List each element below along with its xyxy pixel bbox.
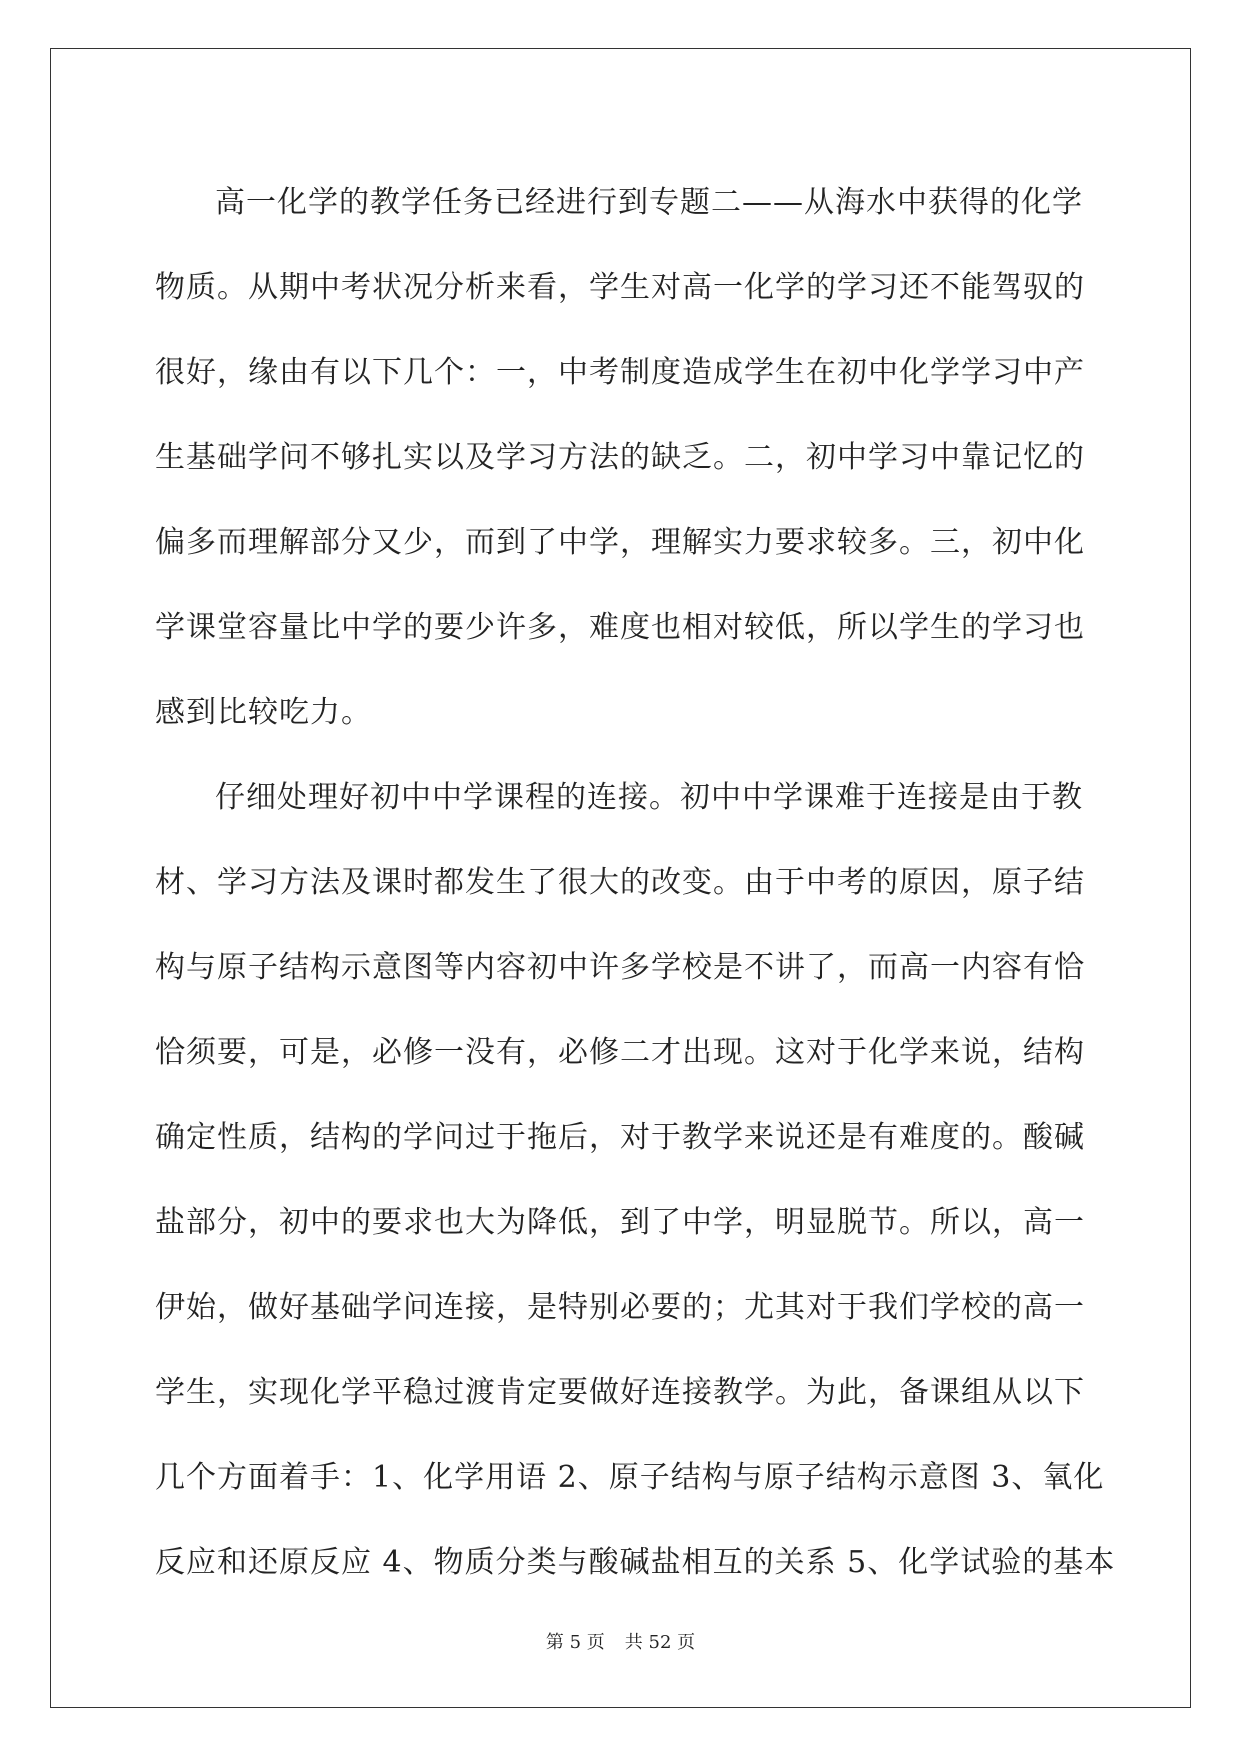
text-line: 高一化学的教学任务已经进行到专题二——从海水中获得的化学: [215, 185, 1083, 220]
text-line: 偏多而理解部分又少，而到了中学，理解实力要求较多。三，初中化: [155, 525, 1085, 560]
text-line: 仔细处理好初中中学课程的连接。初中中学课难于连接是由于教: [215, 780, 1083, 815]
text-line: 构与原子结构示意图等内容初中许多学校是不讲了，而高一内容有恰: [155, 950, 1085, 985]
paragraph-1: [155, 160, 1085, 755]
paragraph-2: [155, 755, 1116, 1605]
text-line: 学课堂容量比中学的要少许多，难度也相对较低，所以学生的学习也: [155, 610, 1085, 645]
text-line: 反应和还原反应 4、物质分类与酸碱盐相互的关系 5、化学试验的基本: [155, 1545, 1116, 1580]
text-line: 材、学习方法及课时都发生了很大的改变。由于中考的原因，原子结: [155, 865, 1085, 900]
document-body: [155, 160, 1116, 1605]
total-pages: 共 52 页: [624, 1632, 696, 1653]
text-line: 物质。从期中考状况分析来看，学生对高一化学的学习还不能驾驭的: [155, 270, 1085, 305]
page-number: 第 5 页: [545, 1632, 605, 1653]
text-line: 盐部分，初中的要求也大为降低，到了中学，明显脱节。所以，高一: [155, 1205, 1085, 1240]
text-line: 确定性质，结构的学问过于拖后，对于教学来说还是有难度的。酸碱: [155, 1120, 1085, 1155]
text-line: 感到比较吃力。: [155, 695, 372, 730]
text-line: 恰须要，可是，必修一没有，必修二才出现。这对于化学来说，结构: [155, 1035, 1085, 1070]
text-line: 很好，缘由有以下几个：一，中考制度造成学生在初中化学学习中产: [155, 355, 1085, 390]
page-footer: [0, 1628, 1241, 1654]
text-line: 几个方面着手：1、化学用语 2、原子结构与原子结构示意图 3、氧化: [155, 1460, 1105, 1495]
text-line: 学生，实现化学平稳过渡肯定要做好连接教学。为此，备课组从以下: [155, 1375, 1085, 1410]
text-line: 伊始，做好基础学问连接，是特别必要的；尤其对于我们学校的高一: [155, 1290, 1085, 1325]
text-line: 生基础学问不够扎实以及学习方法的缺乏。二，初中学习中靠记忆的: [155, 440, 1085, 475]
